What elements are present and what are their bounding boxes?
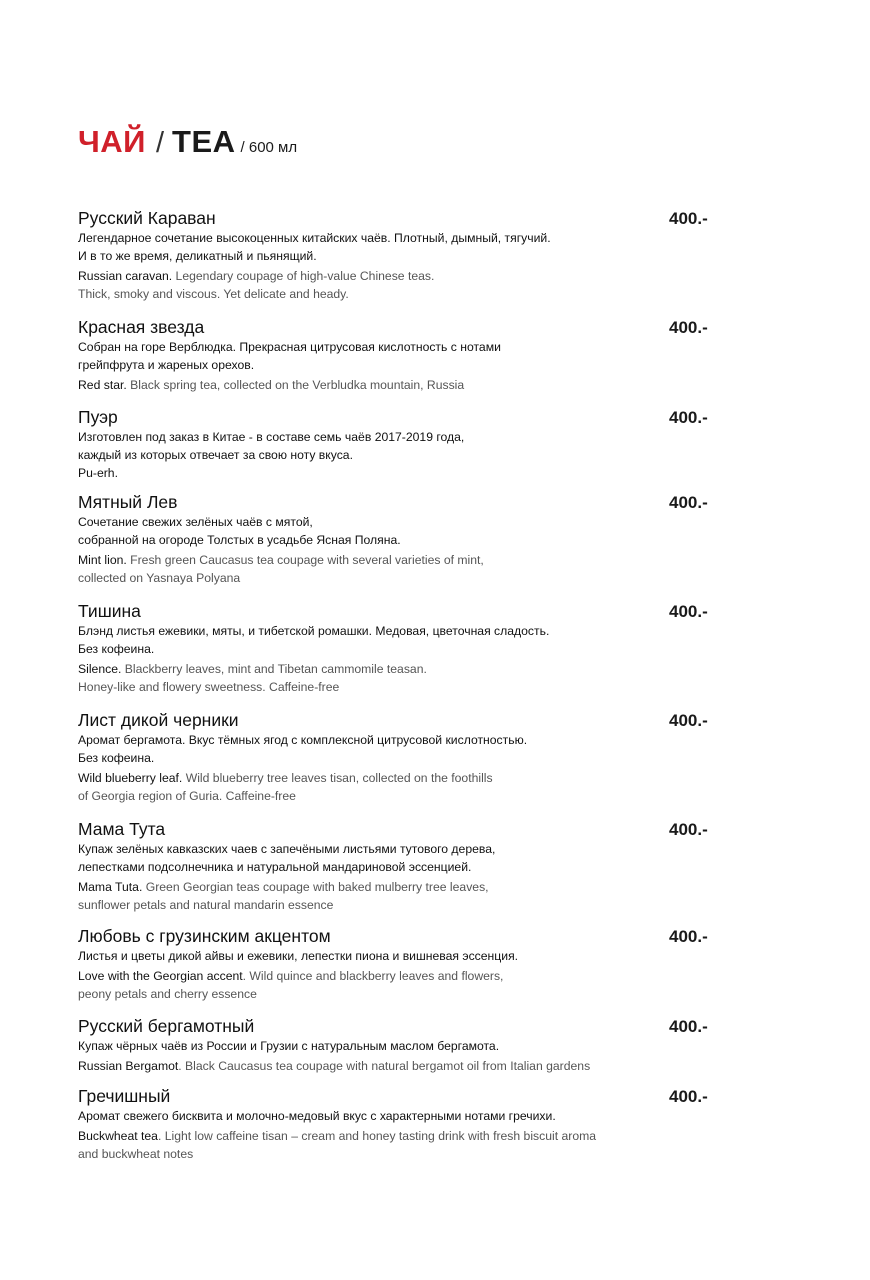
- item-name-en: Russian caravan.: [78, 269, 173, 283]
- item-name-en: Buckwheat tea: [78, 1129, 158, 1143]
- item-description-ru: Листья и цветы дикой айвы и ежевики, лепестки пиона и вишневая эссенция.: [78, 949, 519, 963]
- serving-volume: / 600 мл: [240, 139, 298, 156]
- item-price: 400.-: [669, 711, 708, 730]
- item-price: 400.-: [669, 408, 708, 427]
- menu-item: [78, 407, 728, 482]
- item-description-ru: каждый из которых отвечает за свою ноту вкуса.: [78, 448, 353, 462]
- item-description-ru: Без кофеина.: [78, 751, 155, 765]
- menu-item: [78, 1086, 728, 1163]
- item-description-ru: грейпфрута и жареных орехов.: [78, 358, 255, 372]
- item-description-en: Thick, smoky and viscous. Yet delicate and heady.: [78, 287, 349, 301]
- item-description-en: collected on Yasnaya Polyana: [78, 571, 241, 585]
- item-description-ru: Аромат бергамота. Вкус тёмных ягод с комплексной цитрусовой кислотностью.: [78, 733, 528, 747]
- item-description-ru: Сочетание свежих зелёных чаёв с мятой,: [78, 515, 313, 529]
- item-description-en: [78, 464, 728, 482]
- item-name-en: Wild blueberry leaf.: [78, 771, 183, 785]
- item-name-en: Pu-erh.: [78, 466, 118, 480]
- item-description-en: and buckwheat notes: [78, 1147, 194, 1161]
- item-name-en: Russian Bergamot: [78, 1059, 179, 1073]
- item-price: 400.-: [669, 927, 708, 946]
- item-description-ru: собранной на огороде Толстых в усадьбе Ясная Поляна.: [78, 533, 401, 547]
- menu-item: [78, 601, 728, 696]
- item-name-en: Mint lion.: [78, 553, 127, 567]
- item-name: Лист дикой черники: [78, 710, 239, 730]
- menu-item: [78, 710, 728, 805]
- item-name: Пуэр: [78, 407, 118, 427]
- item-description-ru: Блэнд листья ежевики, мяты, и тибетской ромашки. Медовая, цветочная сладость.: [78, 624, 550, 638]
- item-name: Красная звезда: [78, 317, 205, 337]
- item-name: Тишина: [78, 601, 141, 621]
- menu-section-title: [78, 124, 297, 160]
- item-description-ru: Собран на горе Верблюдка. Прекрасная цитрусовая кислотность с нотами: [78, 340, 501, 354]
- item-price: 400.-: [669, 1017, 708, 1036]
- item-description-en: Love with the Georgian accent. Wild quince and blackberry leaves and flowers,: [78, 969, 504, 983]
- item-name-en: Red star.: [78, 378, 127, 392]
- menu-item: [78, 208, 728, 303]
- menu-item: [78, 819, 728, 914]
- item-description-en: Buckwheat tea. Light low caffeine tisan – cream and honey tasting drink with fresh biscuit aroma: [78, 1129, 597, 1143]
- item-description-en: Russian caravan. Legendary coupage of high-value Chinese teas.: [78, 269, 435, 283]
- menu-item: [78, 317, 728, 394]
- item-name-en: Mama Tuta.: [78, 880, 143, 894]
- item-name-en: Silence.: [78, 662, 122, 676]
- menu-item: [78, 926, 728, 1003]
- item-description-ru: Без кофеина.: [78, 642, 155, 656]
- item-price: 400.-: [669, 820, 708, 839]
- item-description-en: Mama Tuta. Green Georgian teas coupage with baked mulberry tree leaves,: [78, 880, 489, 894]
- item-description-en: Russian Bergamot. Black Caucasus tea coupage with natural bergamot oil from Italian gardens: [78, 1059, 591, 1073]
- item-description-en: of Georgia region of Guria. Caffeine-free: [78, 789, 296, 803]
- item-description-ru: Купаж чёрных чаёв из России и Грузии с натуральным маслом бергамота.: [78, 1039, 500, 1053]
- item-description-en: Silence. Blackberry leaves, mint and Tibetan cammomile teasan.: [78, 662, 427, 676]
- item-description-ru: лепестками подсолнечника и натуральной мандариновой эссенцией.: [78, 860, 472, 874]
- item-description-en: sunflower petals and natural mandarin essence: [78, 898, 334, 912]
- item-name: Мама Тута: [78, 819, 166, 839]
- item-description-en: Wild blueberry leaf. Wild blueberry tree leaves tisan, collected on the foothills: [78, 771, 493, 785]
- item-name: Гречишный: [78, 1086, 171, 1106]
- item-description-en: peony petals and cherry essence: [78, 987, 257, 1001]
- item-description-en: Honey-like and flowery sweetness. Caffeine-free: [78, 680, 340, 694]
- item-price: 400.-: [669, 602, 708, 621]
- item-name: Любовь с грузинским акцентом: [78, 926, 331, 946]
- title-en: TEA: [172, 124, 236, 159]
- menu-item: [78, 1016, 728, 1075]
- title-ru: ЧАЙ: [78, 124, 146, 159]
- item-price: 400.-: [669, 318, 708, 337]
- item-description-ru: Аромат свежего бисквита и молочно-медовый вкус с характерными нотами гречихи.: [78, 1109, 556, 1123]
- item-description-ru: Легендарное сочетание высокоценных китайских чаёв. Плотный, дымный, тягучий.: [78, 231, 551, 245]
- item-name: Русский бергамотный: [78, 1016, 255, 1036]
- item-price: 400.-: [669, 1087, 708, 1106]
- item-price: 400.-: [669, 493, 708, 512]
- menu-item: [78, 492, 728, 587]
- item-price: 400.-: [669, 209, 708, 228]
- item-description-ru: Купаж зелёных кавказских чаев с запечёными листьями тутового дерева,: [78, 842, 496, 856]
- item-name-en: Love with the Georgian accent: [78, 969, 243, 983]
- item-description-en: Mint lion. Fresh green Caucasus tea coupage with several varieties of mint,: [78, 553, 484, 567]
- item-name: Мятный Лев: [78, 492, 178, 512]
- item-description-en: Red star. Black spring tea, collected on the Verbludka mountain, Russia: [78, 378, 465, 392]
- item-description-ru: И в то же время, деликатный и пьянящий.: [78, 249, 317, 263]
- title-separator: /: [155, 127, 165, 159]
- item-name: Русский Караван: [78, 208, 216, 228]
- item-description-ru: Изготовлен под заказ в Китае - в составе семь чаёв 2017-2019 года,: [78, 430, 465, 444]
